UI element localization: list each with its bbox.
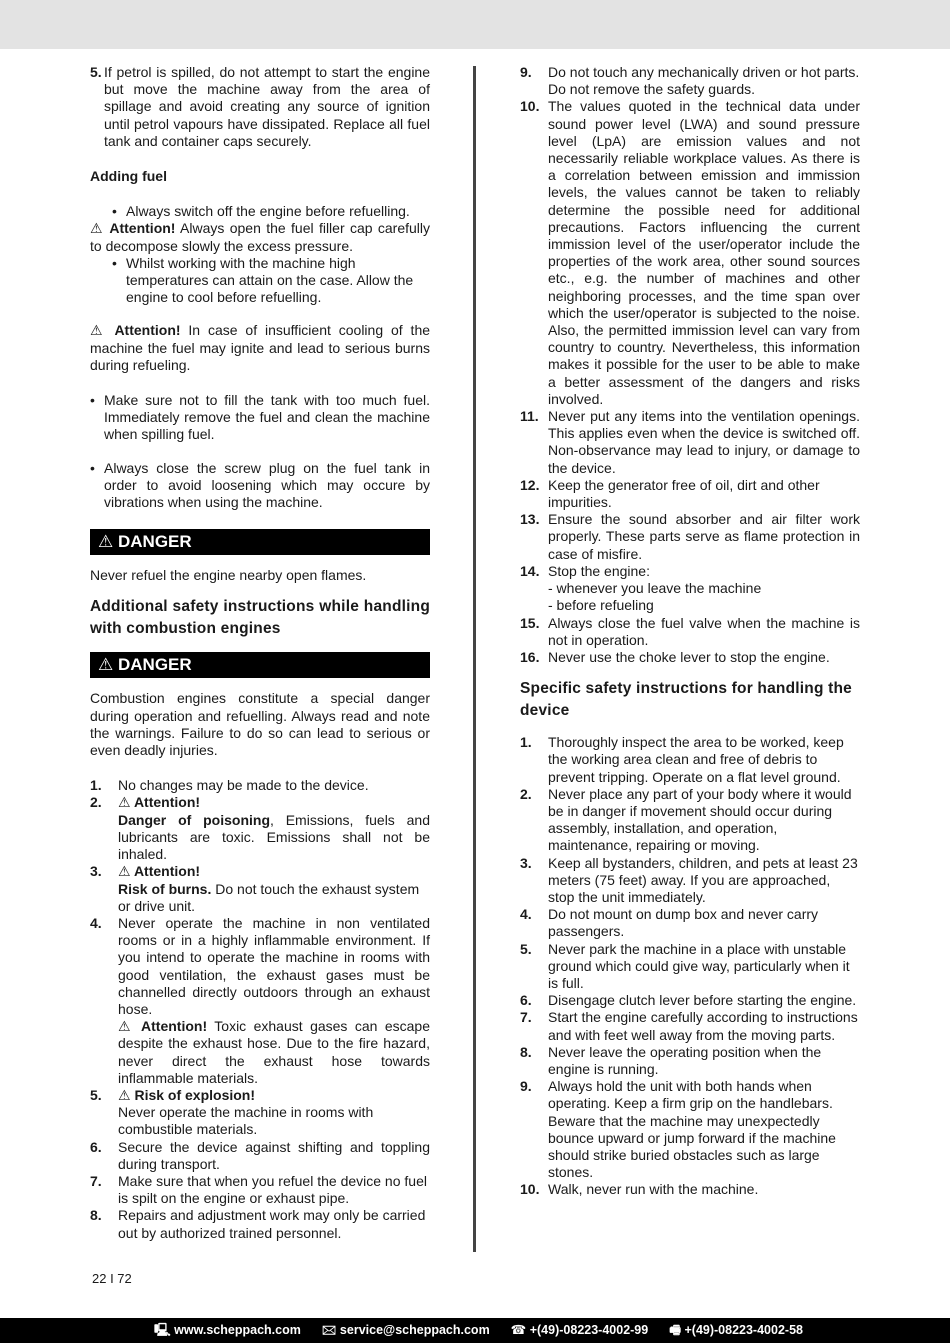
computer-icon: 🖳 xyxy=(154,1323,171,1337)
list-item: 10. The values quoted in the technical data under sound power level (LWA) and sound pressure level (LpA) are emission values and not necessarily reliable workplace values. As there is a correlation between emission and immission levels, the values cannot be taken to reliably determine the possible need for additional precautions. Factors influencing the current immission level of the user/operator include the properties of the work area, other sound sources etc., e.g. the number of machines and other neighboring processes, and the time span over which the user/operator is subjected to the noise. Also, the permitted immission level can vary from country to country. Nevertheless, this information makes it possible for the user to be able to make a better assessment of the dangers and risks involved. xyxy=(520,98,860,407)
list-item: 8. Never leave the operating position when the engine is running. xyxy=(520,1043,822,1077)
list-item: 6. Secure the device against shifting and toppling during transport. xyxy=(90,1138,430,1172)
header-bar xyxy=(0,0,950,49)
phone-number: +(49)-08223-4002-99 xyxy=(529,1323,649,1337)
list-item: 5. If petrol is spilled, do not attempt to start the engine but move the machine away from the area of spillage and avoid creating any source of ignition until petrol vapours have dissipated. Replace all fuel tank and container caps securely. xyxy=(90,64,430,149)
danger-text: Combustion engines constitute a special danger during operation and refuelling. Always read and note the warnings. Failure to do so can lead to serious or even deadly injuries. xyxy=(90,690,430,759)
warning-icon: ⚠ xyxy=(118,1018,135,1035)
website-link[interactable]: www.scheppach.com xyxy=(174,1323,301,1337)
right-column xyxy=(520,64,860,1199)
warning-icon: ⚠ xyxy=(90,220,105,237)
column-divider xyxy=(473,66,476,1252)
list-item: 2. ⚠ Attention! Danger of poisoning, Emissions, fuels and lubricants are toxic. Emissions shall not be inhaled. xyxy=(90,794,431,863)
attention-note: ⚠ Attention! In case of insufficient cooling of the machine the fuel may ignite and lead to serious burns during refueling. xyxy=(90,322,431,373)
warning-icon: ⚠ xyxy=(98,532,114,552)
danger-text: Never refuel the engine nearby open flames. xyxy=(90,567,367,584)
list-item: 5. ⚠ Risk of explosion! Never operate the machine in rooms with combustible materials. xyxy=(90,1086,374,1138)
list-item: • Whilst working with the machine high temperatures can attain on the case. Allow the engine to cool before refuelling. xyxy=(112,254,414,306)
list-item: 16. Never use the choke lever to stop the engine. xyxy=(520,648,830,665)
list-item: 1. Thoroughly inspect the area to be worked, keep the working area clean and free of debris to prevent tripping. Operate on a flat level ground. xyxy=(520,734,844,785)
list-item: 10. Walk, never run with the machine. xyxy=(520,1181,759,1198)
fax-number: +(49)-08223-4002-58 xyxy=(684,1323,803,1337)
list-item: 6. Disengage clutch lever before starting the engine. xyxy=(520,992,857,1009)
list-item: 11. Never put any items into the ventilation openings. This applies even when the device is switched off. Non-observance may lead to injury, or damage to the device. xyxy=(520,408,860,476)
list-item: • Always close the screw plug on the fuel tank in order to avoid loosening which may occure by vibrations when using the machine. xyxy=(90,459,430,511)
list-item: 3. ⚠ Attention! Risk of burns. Do not touch the exhaust system or drive unit. xyxy=(90,863,420,914)
section-heading: Specific safety instructions for handling the device xyxy=(520,680,852,720)
list-item: 12. Keep the generator free of oil, dirt and other impurities. xyxy=(520,476,820,511)
list-item: 15. Always close the fuel valve when the machine is not in operation. xyxy=(520,614,860,648)
list-item: 14. Stop the engine: - whenever you leave the machine - before refueling xyxy=(520,562,762,614)
list-item: • Make sure not to fill the tank with too much fuel. Immediately remove the fuel and clean the machine when spilling fuel. xyxy=(90,392,430,443)
warning-icon: ⚠ xyxy=(118,863,131,880)
mail-icon: 🖂 xyxy=(321,1323,337,1337)
warning-icon: ⚠ xyxy=(118,794,131,811)
section-heading: Additional safety instructions while handling with combustion engines xyxy=(90,598,430,638)
attention-note: ⚠ Attention! Always open the fuel filler cap carefully to decompose slowly the excess pressure. xyxy=(90,220,431,254)
list-item: 7. Make sure that when you refuel the device no fuel is spilt on the engine or exhaust pipe. xyxy=(90,1172,427,1207)
warning-icon: ⚠ xyxy=(98,655,114,675)
list-item: 3. Keep all bystanders, children, and pets at least 23 meters (75 feet) away. If you are approached, stop the unit immediately. xyxy=(520,854,858,905)
phone-icon: ☎ xyxy=(510,1323,527,1337)
list-item: 2. Never place any part of your body where it would be in danger if movement should occur during assembly, installation, and operation, maintenance, repairing or moving. xyxy=(520,785,852,854)
list-item: 13. Ensure the sound absorber and air filter work properly. These parts serve as flame protection in case of misfire. xyxy=(520,511,860,562)
list-item: 4. Do not mount on dump box and never carry passengers. xyxy=(520,906,819,940)
warning-icon: ⚠ xyxy=(90,322,107,339)
list-item: 5. Never park the machine in a place with unstable ground which could give way, particularly when it is full. xyxy=(520,940,850,991)
email-link[interactable]: service@scheppach.com xyxy=(339,1323,490,1337)
danger-banner: ⚠ DANGER xyxy=(90,529,430,555)
danger-banner: ⚠ DANGER xyxy=(90,652,430,678)
list-item: 7. Start the engine carefully according to instructions and with feet well away from the moving parts. xyxy=(520,1009,858,1043)
footer-bar xyxy=(0,1318,950,1343)
list-item: • Always switch off the engine before refuelling. xyxy=(112,203,410,220)
fax-icon: 🖷 xyxy=(669,1323,681,1337)
list-item: 9. Always hold the unit with both hands when operating. Keep a firm grip on the handlebars. Beware that the machine may unexpectedly bounce upward or jump forward if the machine should strike buried obstacles such as large stones. xyxy=(520,1078,836,1181)
adding-fuel-heading: Adding fuel xyxy=(90,168,167,185)
list-item: 9. Do not touch any mechanically driven or hot parts. Do not remove the safety guards. xyxy=(520,64,860,98)
page-number: 22 I 72 xyxy=(92,1271,132,1286)
warning-icon: ⚠ xyxy=(118,1086,131,1103)
list-item: 8. Repairs and adjustment work may only be carried out by authorized trained personnel. xyxy=(90,1207,426,1241)
left-column xyxy=(90,64,430,1242)
list-item: 4. Never operate the machine in non ventilated rooms or in a highly inflammable environment. If you intend to operate the machine in rooms with good ventilation, the exhaust gases must be channelled directly outdoors through an exhaust hose. ⚠ Attention! Toxic exhaust gases can escape despite the exhaust hose. Due to the fire hazard, never direct the exhaust hose towards inflammable materials. xyxy=(90,914,431,1086)
list-item: 1. No changes may be made to the device. xyxy=(90,777,369,794)
